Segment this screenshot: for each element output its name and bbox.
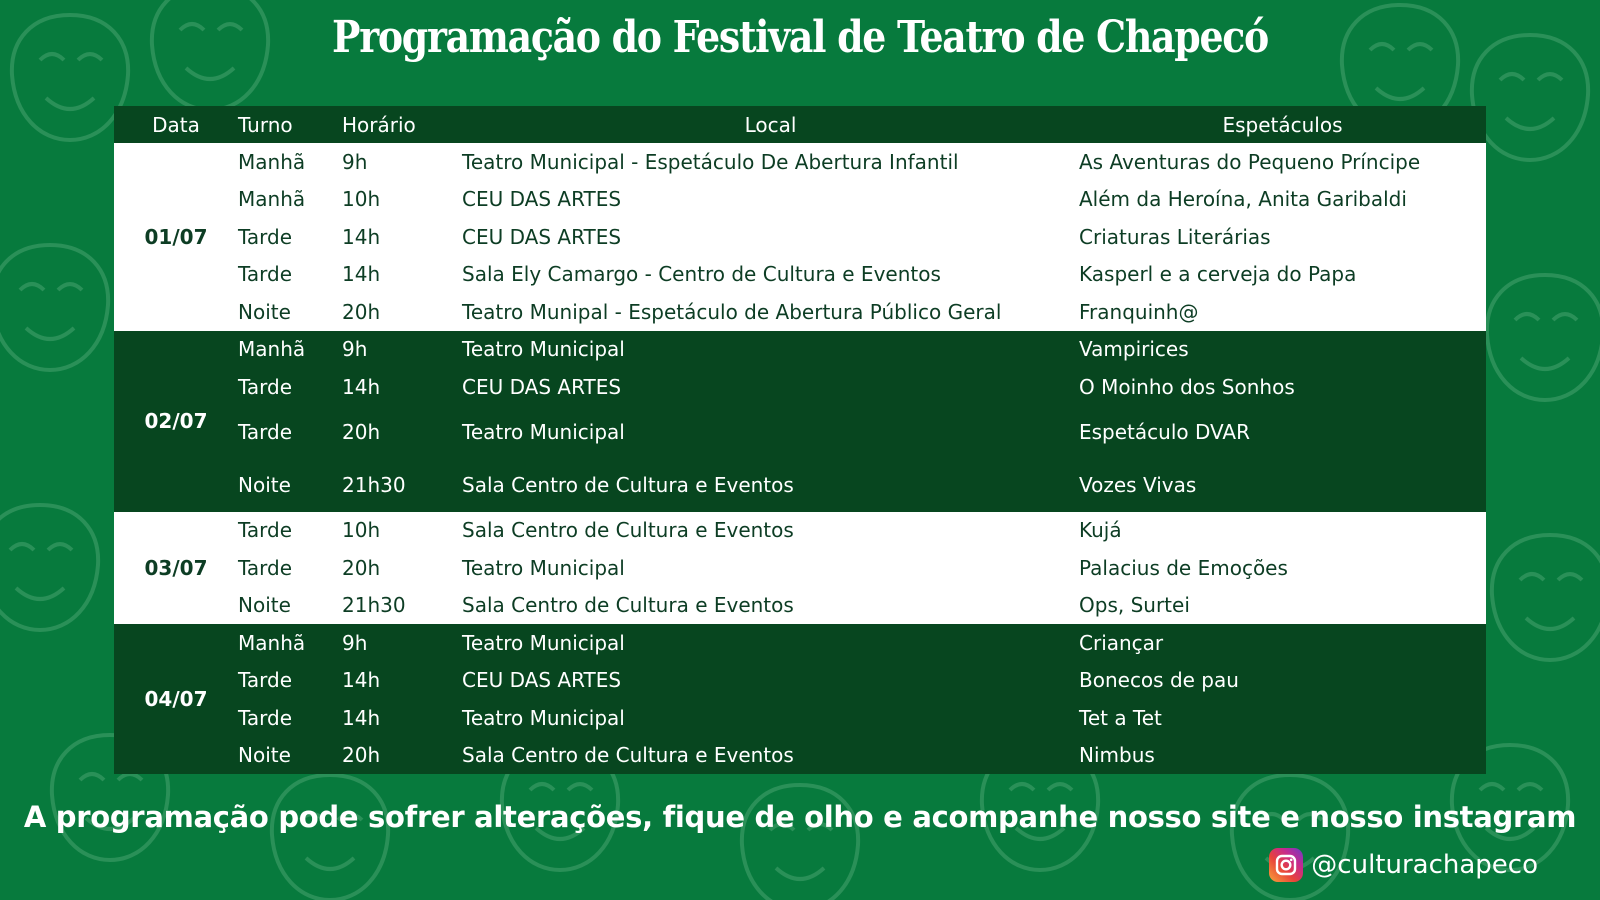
day-group-2 (114, 331, 1486, 512)
venue-cell: Sala Centro de Cultura e Eventos (462, 518, 794, 543)
shift-cell: Tarde (238, 518, 293, 543)
table-row (114, 587, 1486, 625)
instagram-icon (1269, 848, 1303, 882)
header-date: Data (152, 112, 200, 137)
show-cell: Kasperl e a cerveja do Papa (1079, 262, 1357, 287)
shift-cell: Tarde (238, 374, 293, 399)
header-shows: Espetáculos (1222, 112, 1343, 137)
table-row (114, 624, 1486, 662)
time-cell: 9h (342, 337, 368, 362)
day-group-1 (114, 143, 1486, 331)
shift-cell: Manhã (238, 187, 306, 212)
venue-cell: Teatro Municipal (462, 337, 625, 362)
instagram-link[interactable] (1269, 848, 1538, 882)
venue-cell: CEU DAS ARTES (462, 374, 622, 399)
table-row (114, 293, 1486, 331)
date-cell: 02/07 (144, 409, 208, 433)
shift-cell: Noite (238, 593, 291, 618)
shift-cell: Manhã (238, 337, 306, 362)
venue-cell: Sala Centro de Cultura e Eventos (462, 473, 794, 497)
table-row (114, 256, 1486, 294)
time-cell: 20h (342, 743, 381, 768)
venue-cell: Teatro Municipal (462, 630, 625, 655)
venue-cell: CEU DAS ARTES (462, 224, 622, 249)
show-cell: As Aventuras do Pequeno Príncipe (1079, 149, 1421, 174)
table-row (114, 662, 1486, 700)
venue-cell: Teatro Municipal (462, 705, 625, 730)
table-row (114, 331, 1486, 369)
show-cell: Criaturas Literárias (1079, 224, 1271, 249)
table-row (114, 549, 1486, 587)
show-cell: O Moinho dos Sonhos (1079, 374, 1295, 399)
shift-cell: Tarde (238, 705, 293, 730)
venue-cell: Sala Centro de Cultura e Eventos (462, 593, 794, 618)
time-cell: 20h (342, 555, 381, 580)
show-cell: Kujá (1079, 518, 1122, 543)
table-row (114, 512, 1486, 550)
time-cell: 9h (342, 630, 368, 655)
shift-cell: Noite (238, 743, 291, 768)
show-cell: Bonecos de pau (1079, 668, 1239, 693)
show-cell: Ops, Surtei (1079, 593, 1190, 618)
header-venue: Local (744, 112, 797, 137)
venue-cell: CEU DAS ARTES (462, 668, 622, 693)
time-cell: 14h (342, 224, 381, 249)
show-cell: Vampirices (1079, 337, 1189, 362)
time-cell: 20h (342, 299, 381, 324)
header-time: Horário (342, 112, 416, 137)
table-row (114, 406, 1486, 459)
shift-cell: Noite (238, 299, 291, 324)
shift-cell: Manhã (238, 149, 306, 174)
time-cell: 21h30 (342, 473, 406, 497)
show-cell: Franquinh@ (1079, 299, 1199, 324)
show-cell: Nimbus (1079, 743, 1155, 768)
time-cell: 21h30 (342, 593, 406, 618)
header-shift: Turno (238, 112, 293, 137)
show-cell: Tet a Tet (1079, 705, 1162, 730)
table-row (114, 699, 1486, 737)
time-cell: 14h (342, 374, 381, 399)
time-cell: 10h (342, 518, 381, 543)
venue-cell: Sala Ely Camargo - Centro de Cultura e Eventos (462, 262, 941, 287)
instagram-handle: @culturachapeco (1311, 850, 1538, 880)
show-cell: Espetáculo DVAR (1079, 420, 1251, 444)
venue-cell: Teatro Municipal (462, 555, 625, 580)
disclaimer-note: A programação pode sofrer alterações, fique de olho e acompanhe nosso site e nosso instagram (23, 800, 1577, 834)
show-cell: Palacius de Emoções (1079, 555, 1288, 580)
table-row (114, 459, 1486, 512)
show-cell: Além da Heroína, Anita Garibaldi (1079, 187, 1407, 212)
show-cell: Criançar (1079, 630, 1164, 655)
page-title: Programação do Festival de Teatro de Chapecó (332, 12, 1268, 63)
time-cell: 20h (342, 420, 381, 444)
venue-cell: Sala Centro de Cultura e Eventos (462, 743, 794, 768)
shift-cell: Manhã (238, 630, 306, 655)
time-cell: 10h (342, 187, 381, 212)
schedule-table (114, 106, 1486, 774)
shift-cell: Tarde (238, 555, 293, 580)
table-header-row (114, 106, 1486, 143)
venue-cell: Teatro Municipal - Espetáculo De Abertura Infantil (462, 149, 959, 174)
show-cell: Vozes Vivas (1079, 473, 1197, 497)
table-row (114, 181, 1486, 219)
date-cell: 04/07 (144, 687, 208, 711)
table-row (114, 737, 1486, 775)
time-cell: 14h (342, 705, 381, 730)
time-cell: 14h (342, 262, 381, 287)
table-row (114, 368, 1486, 406)
time-cell: 14h (342, 668, 381, 693)
date-cell: 03/07 (144, 555, 208, 580)
day-group-4 (114, 624, 1486, 774)
date-cell: 01/07 (144, 224, 208, 249)
table-row (114, 218, 1486, 256)
shift-cell: Tarde (238, 420, 293, 444)
venue-cell: CEU DAS ARTES (462, 187, 622, 212)
shift-cell: Tarde (238, 262, 293, 287)
venue-cell: Teatro Munipal - Espetáculo de Abertura Público Geral (462, 299, 1002, 324)
shift-cell: Noite (238, 473, 291, 497)
day-group-3 (114, 512, 1486, 625)
table-row (114, 143, 1486, 181)
shift-cell: Tarde (238, 224, 293, 249)
time-cell: 9h (342, 149, 368, 174)
venue-cell: Teatro Municipal (462, 420, 625, 444)
shift-cell: Tarde (238, 668, 293, 693)
